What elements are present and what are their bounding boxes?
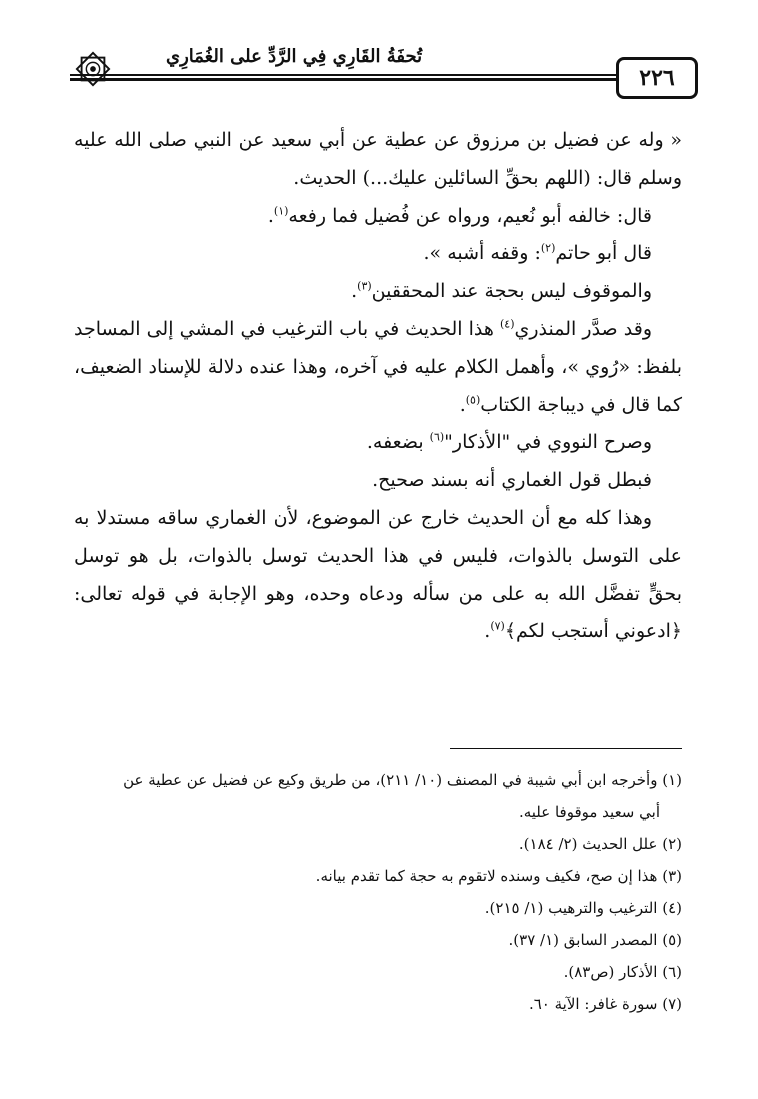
paragraph-2 [74, 198, 682, 236]
footnote-separator [450, 748, 682, 749]
paragraph-2-end: . [267, 204, 274, 227]
paragraph-5-end: . [459, 393, 466, 416]
book-title: تُحفَةُ القَارِي فِي الرَّدِّ على الغُمَارِي [166, 46, 423, 67]
header-rule [70, 78, 630, 81]
footnote-1-continued: أبي سعيد موقوفا عليه. [518, 803, 660, 821]
paragraph-8 [74, 500, 682, 651]
footnote-5: (٥) المصدر السابق (١/ ٣٧). [508, 931, 682, 949]
footnote-7: (٧) سورة غافر: الآية ٦٠. [528, 995, 682, 1013]
paragraph-4-text: والموقوف ليس بحجة عند المحققين [371, 280, 652, 303]
paragraph-1: « وله عن فضيل بن مرزوق عن عطية عن أبي سعيد عن النبي صلى الله عليه وسلم قال: (اللهم بحقِّ السائلين عليك...) الحديث. [74, 129, 682, 189]
paragraph-6 [74, 424, 682, 462]
footnotes [74, 764, 682, 1020]
footnote-6: (٦) الأذكار (ص٨٣). [563, 963, 682, 981]
paragraph-6-text-b: بضعفه. [366, 431, 430, 454]
paragraph-8-text: وهذا كله مع أن الحديث خارج عن الموضوع، لأن الغماري ساقه مستدلا به على التوسل بالذوات، فليس في هذا الحديث توسل بالذوات، بل هو توسل بحقٍّ تفضَّل الله به على من سأله ودعاه وحده، وهو الإجابة في قوله تعالى: ﴿ادعوني أستجب لكم﴾ [74, 506, 682, 643]
paragraph-3-end: : وقفه أشبه ». [423, 242, 541, 265]
header-rule-thin [70, 74, 630, 76]
footnote-ref-5: (٥) [465, 393, 481, 407]
paragraph-7: فبطل قول الغماري أنه بسند صحيح. [372, 469, 652, 492]
paragraph-5 [74, 311, 682, 424]
page-header [70, 44, 694, 104]
footnote-4: (٤) الترغيب والترهيب (١/ ٢١٥). [484, 899, 682, 917]
footnote-3: (٣) هذا إن صح، فكيف وسنده لاتقوم به حجة كما تقدم بيانه. [315, 867, 682, 885]
footnote-ref-6: (٦) [429, 431, 445, 445]
footnote-1: (١) وأخرجه ابن أبي شيبة في المصنف (١٠/ ٢١١)، من طريق وكيع عن فضيل عن عطية عن [123, 771, 682, 789]
paragraph-3-text: قال أبو حاتم [555, 242, 652, 265]
footnote-ref-1: (١) [273, 204, 289, 218]
paragraph-5-text-a: وقد صدَّر المنذري [514, 317, 652, 340]
footnote-ref-7: (٧) [490, 620, 505, 634]
paragraph-4-end: . [351, 280, 358, 303]
footnote-2: (٢) علل الحديث (٢/ ١٨٤). [518, 835, 682, 853]
paragraph-5-text-b: هذا الحديث في باب الترغيب في المشي إلى المساجد بلفظ: «رُوي »، وأهمل الكلام عليه في آخره، وهذا عنده دلالة للإسناد الضعيف، كما قال في ديباجة الكتاب [74, 317, 682, 416]
main-text [74, 122, 682, 651]
paragraph-6-text-a: وصرح النووي في "الأذكار" [444, 431, 652, 454]
footnote-ref-3: (٣) [357, 279, 372, 293]
footnote-ref-4: (٤) [499, 317, 515, 331]
page-number: ٢٢٦ [616, 57, 698, 99]
footnote-ref-2: (٢) [540, 242, 556, 256]
paragraph-3 [74, 235, 682, 273]
paragraph-4 [74, 273, 682, 311]
paragraph-2-text: قال: خالفه أبو نُعيم، ورواه عن فُضيل فما رفعه [288, 204, 652, 227]
octagram-ornament-icon [74, 50, 112, 88]
paragraph-8-end: . [484, 620, 491, 643]
